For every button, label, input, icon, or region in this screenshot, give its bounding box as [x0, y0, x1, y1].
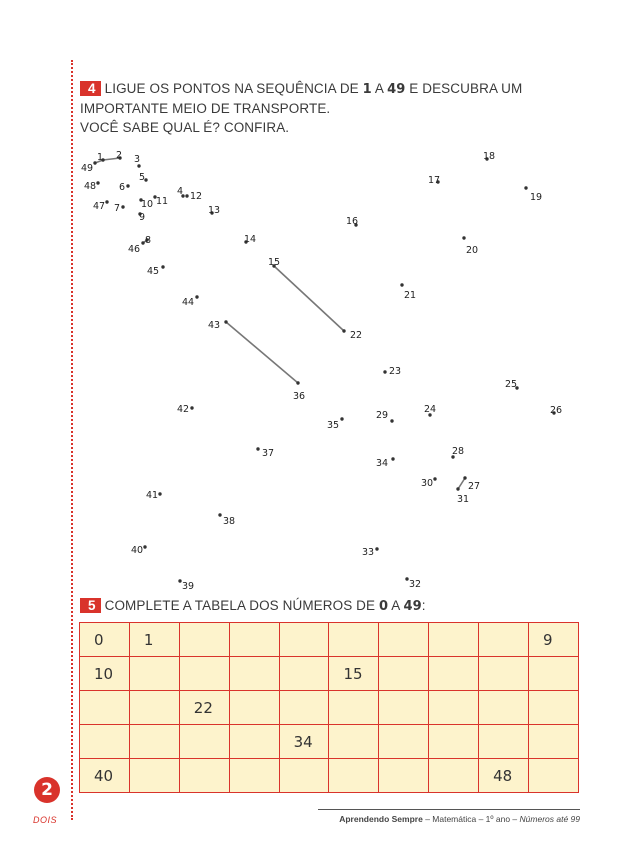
dot-46[interactable] [141, 241, 144, 244]
dot-label-7: 7 [114, 203, 121, 214]
dot-30[interactable] [433, 477, 436, 480]
dot-label-24: 24 [424, 404, 437, 415]
table-row [80, 657, 579, 691]
dot-label-37: 37 [262, 448, 275, 459]
dot-label-47: 47 [93, 201, 106, 212]
dot-label-23: 23 [389, 366, 402, 377]
task-4-badge: 4 [80, 81, 101, 96]
page-number-badge: 2 [34, 777, 60, 803]
dot-label-9: 9 [139, 212, 146, 223]
dot-22[interactable] [342, 329, 345, 332]
dot-23[interactable] [383, 370, 386, 373]
dot-47[interactable] [105, 200, 108, 203]
dot-label-46: 46 [128, 244, 141, 255]
dot-label-29: 29 [376, 410, 389, 421]
dot-label-11: 11 [156, 196, 169, 207]
table-cell[interactable] [479, 725, 529, 759]
task-4-text-a: LIGUE OS PONTOS NA SEQUÊNCIA DE [104, 81, 363, 96]
dot-label-41: 41 [146, 490, 159, 501]
table-cell[interactable] [129, 759, 179, 793]
table-cell[interactable] [229, 657, 279, 691]
table-cell[interactable] [329, 725, 379, 759]
table-cell[interactable] [529, 691, 579, 725]
dot-38[interactable] [218, 513, 221, 516]
dot-label-25: 25 [505, 379, 518, 390]
task-4-line-2: IMPORTANTE MEIO DE TRANSPORTE. [80, 101, 331, 116]
dot-21[interactable] [400, 283, 403, 286]
table-cell[interactable] [179, 657, 229, 691]
segment-15-22 [274, 266, 344, 331]
segment-27-31 [458, 478, 465, 489]
number-table [79, 622, 579, 793]
task-5-badge: 5 [80, 598, 101, 613]
dot-42[interactable] [190, 406, 193, 409]
dot-label-49: 49 [81, 163, 94, 174]
dot-12[interactable] [185, 194, 188, 197]
table-row [80, 725, 579, 759]
dot-34[interactable] [391, 457, 394, 460]
dot-label-10: 10 [141, 199, 154, 210]
dot-label-18: 18 [483, 151, 496, 162]
footer-credit [339, 814, 580, 824]
dot-label-3: 3 [134, 154, 141, 165]
dot-label-17: 17 [428, 175, 441, 186]
dot-label-40: 40 [131, 545, 144, 556]
dot-20[interactable] [462, 236, 465, 239]
footer-rule [318, 809, 580, 810]
table-cell[interactable]: 40 [80, 759, 130, 793]
footer-topic: Números até 99 [519, 814, 580, 824]
dot-label-32: 32 [409, 579, 422, 590]
table-cell[interactable] [80, 691, 130, 725]
dot-29[interactable] [390, 419, 393, 422]
footer-grade: 1º ano [485, 814, 511, 824]
dot-27[interactable] [463, 476, 466, 479]
task-5-text-c: : [421, 598, 426, 613]
footer-dash-1: – Matemática – [422, 814, 486, 824]
segment-43-36 [226, 322, 298, 383]
task-4-from: 1 [362, 82, 372, 97]
table-cell[interactable] [379, 725, 429, 759]
table-row [80, 623, 579, 657]
footer-brand: Aprendendo Sempre [339, 814, 423, 824]
task-5-from: 0 [378, 599, 389, 614]
table-cell[interactable]: 22 [179, 691, 229, 725]
table-row [80, 759, 579, 793]
table-cell[interactable] [379, 623, 429, 657]
dot-label-21: 21 [404, 290, 417, 301]
table-cell[interactable] [429, 623, 479, 657]
table-cell[interactable] [229, 623, 279, 657]
task-5-text-a: COMPLETE A TABELA DOS NÚMEROS DE [104, 598, 379, 613]
dot-label-6: 6 [119, 182, 126, 193]
dot-label-31: 31 [457, 494, 470, 505]
table-cell[interactable]: 10 [80, 657, 130, 691]
table-cell[interactable] [529, 759, 579, 793]
dot-label-33: 33 [362, 547, 375, 558]
dot-label-12: 12 [190, 191, 203, 202]
dot-label-15: 15 [268, 257, 281, 268]
task-5-to: 49 [403, 599, 422, 614]
dot-6[interactable] [126, 184, 129, 187]
dot-49[interactable] [93, 161, 96, 164]
table-cell[interactable] [429, 759, 479, 793]
table-cell[interactable] [429, 657, 479, 691]
dot-label-27: 27 [468, 481, 481, 492]
task-4-text-b: A [371, 81, 388, 96]
task-4-line-3: VOCÊ SABE QUAL É? CONFIRA. [80, 120, 290, 135]
dot-19[interactable] [524, 186, 527, 189]
table-cell[interactable] [329, 759, 379, 793]
table-cell[interactable] [529, 657, 579, 691]
table-cell[interactable]: 15 [329, 657, 379, 691]
table-cell[interactable] [479, 691, 529, 725]
table-cell[interactable]: 0 [80, 623, 130, 657]
dot-37[interactable] [256, 447, 259, 450]
table-cell[interactable] [479, 623, 529, 657]
dot-label-39: 39 [182, 581, 195, 592]
table-cell[interactable] [379, 657, 429, 691]
table-cell[interactable] [379, 691, 429, 725]
table-cell[interactable] [179, 725, 229, 759]
table-cell[interactable] [279, 759, 329, 793]
table-cell[interactable]: 9 [529, 623, 579, 657]
dot-label-44: 44 [182, 297, 195, 308]
dot-label-8: 8 [145, 235, 152, 246]
task-4-text-c: E DESCUBRA UM [405, 81, 523, 96]
task-5-instructions [80, 598, 426, 614]
dot-label-35: 35 [327, 420, 340, 431]
dot-label-42: 42 [177, 404, 190, 415]
dot-31[interactable] [456, 487, 459, 490]
page-number-word: DOIS [33, 815, 58, 825]
table-cell[interactable] [479, 657, 529, 691]
dot-label-36: 36 [293, 391, 306, 402]
dot-36[interactable] [296, 381, 299, 384]
table-cell[interactable] [529, 725, 579, 759]
dot-label-48: 48 [84, 181, 97, 192]
dot-label-43: 43 [208, 320, 221, 331]
dot-44[interactable] [195, 295, 198, 298]
table-row [80, 691, 579, 725]
dot-label-4: 4 [177, 186, 184, 197]
table-cell[interactable] [80, 725, 130, 759]
dot-label-30: 30 [421, 478, 434, 489]
table-cell[interactable] [129, 657, 179, 691]
table-cell[interactable] [329, 691, 379, 725]
dot-40[interactable] [143, 545, 146, 548]
dot-label-14: 14 [244, 234, 257, 245]
task-4-to: 49 [387, 82, 406, 97]
table-cell[interactable] [279, 623, 329, 657]
dot-label-16: 16 [346, 216, 359, 227]
dot-label-1: 1 [97, 152, 104, 163]
table-cell[interactable] [279, 691, 329, 725]
dot-43[interactable] [224, 320, 227, 323]
table-cell[interactable] [429, 725, 479, 759]
table-cell[interactable] [329, 623, 379, 657]
dot-label-19: 19 [530, 192, 543, 203]
dot-label-38: 38 [223, 516, 236, 527]
dot-7[interactable] [121, 205, 124, 208]
table-cell[interactable] [229, 691, 279, 725]
task-5-text-b: A [388, 598, 404, 613]
dot-label-13: 13 [208, 205, 221, 216]
table-cell[interactable] [179, 623, 229, 657]
dot-label-26: 26 [550, 405, 563, 416]
table-cell[interactable] [379, 759, 429, 793]
table-cell[interactable] [129, 725, 179, 759]
dot-label-5: 5 [139, 172, 146, 183]
dot-label-28: 28 [452, 446, 465, 457]
table-cell[interactable] [429, 691, 479, 725]
dot-48[interactable] [96, 181, 99, 184]
dot-45[interactable] [161, 265, 164, 268]
dot-label-34: 34 [376, 458, 389, 469]
dot-35[interactable] [340, 417, 343, 420]
dot-label-2: 2 [116, 150, 123, 161]
table-cell[interactable] [229, 725, 279, 759]
table-cell[interactable]: 34 [279, 725, 329, 759]
dot-label-45: 45 [147, 266, 160, 277]
dot-label-20: 20 [466, 245, 479, 256]
table-cell[interactable] [229, 759, 279, 793]
table-cell[interactable] [279, 657, 329, 691]
footer-dash-2: – [510, 814, 520, 824]
table-cell[interactable] [129, 691, 179, 725]
table-cell[interactable]: 48 [479, 759, 529, 793]
dot-label-22: 22 [350, 330, 363, 341]
table-cell[interactable]: 1 [129, 623, 179, 657]
dot-33[interactable] [375, 547, 378, 550]
table-cell[interactable] [179, 759, 229, 793]
dot-41[interactable] [158, 492, 161, 495]
